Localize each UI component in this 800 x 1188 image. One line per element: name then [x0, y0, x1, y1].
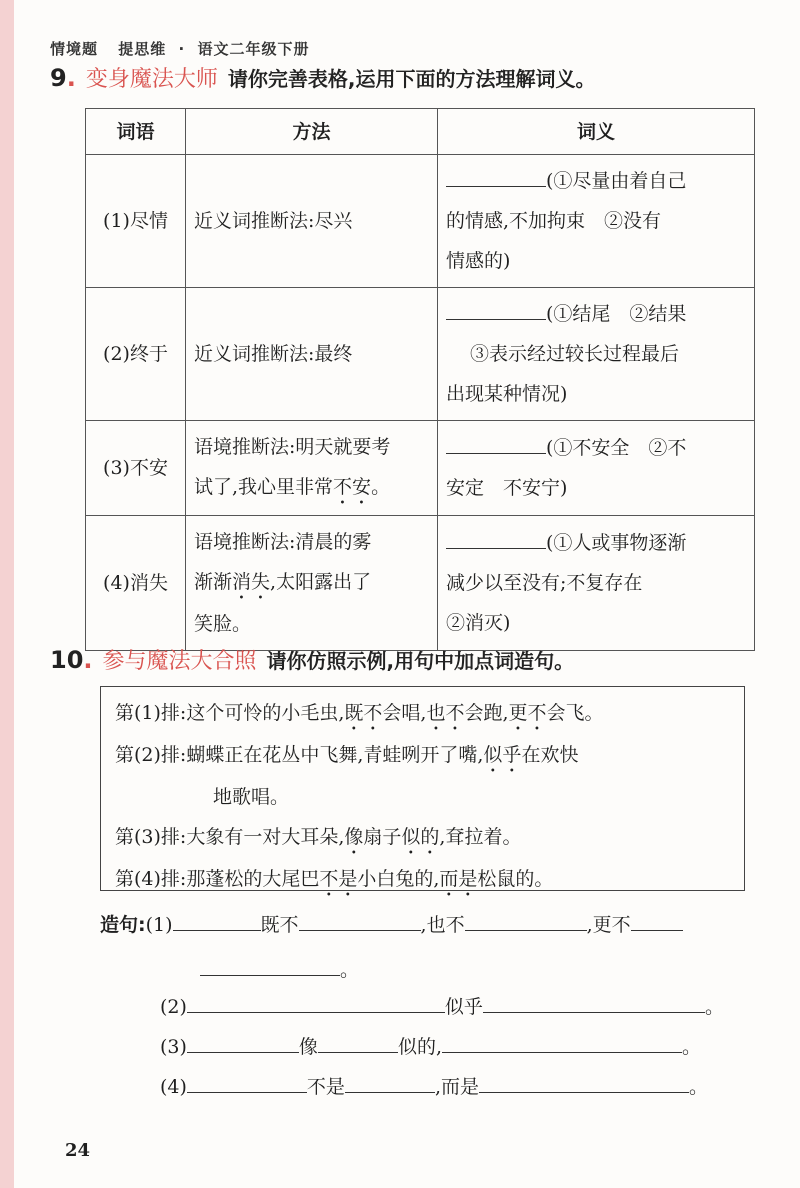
- practice-word: ,而是: [434, 1076, 479, 1098]
- meaning-line: (①人或事物逐渐: [546, 532, 687, 554]
- meaning-line: 减少以至没有;不复存在: [446, 572, 643, 594]
- word-cell: (3)不安: [86, 421, 186, 516]
- example-line-2-continued: 地歌唱。: [213, 786, 290, 808]
- example-label: 第(4)排:: [115, 868, 187, 890]
- meaning-cell: [438, 288, 755, 421]
- answer-blank[interactable]: [446, 432, 546, 454]
- practice-end: 。: [681, 1036, 701, 1058]
- method-cell: [186, 516, 438, 651]
- practice-line-3: [160, 1032, 701, 1059]
- practice-number: (3): [160, 1036, 187, 1058]
- dotted-word: 不是: [319, 868, 358, 890]
- example-label: 第(2)排:: [115, 744, 187, 766]
- header-separator: ·: [178, 40, 186, 58]
- answer-blank[interactable]: [200, 956, 340, 976]
- header-part2: 提思维: [118, 40, 167, 58]
- practice-word: 似的,: [397, 1036, 442, 1058]
- meaning-line: 情感的): [446, 250, 511, 272]
- q9-dot: .: [66, 64, 76, 92]
- practice-word: ,也不: [420, 914, 465, 936]
- dotted-word: 更不: [508, 702, 547, 724]
- method-text: 试了,我心里非常: [194, 476, 334, 498]
- practice-line-1-continued: [200, 955, 359, 982]
- example-text: 在欢快: [521, 744, 579, 766]
- meaning-line: (①不安全 ②不: [546, 437, 687, 459]
- word-cell: (4)消失: [86, 516, 186, 651]
- q9-heading: [50, 62, 595, 93]
- dotted-word: 消失: [232, 571, 271, 593]
- dotted-word: 似乎: [483, 744, 522, 766]
- practice-number: (1): [145, 914, 173, 936]
- practice-line-1: [100, 910, 683, 937]
- answer-blank[interactable]: [446, 298, 546, 320]
- dotted-word: 像: [344, 826, 364, 848]
- q9-number: 9: [50, 64, 67, 92]
- method-text: 。: [371, 476, 391, 498]
- meaning-cell: [438, 516, 755, 651]
- example-text: 会跑,: [464, 702, 509, 724]
- q10-dot: .: [83, 646, 93, 674]
- table-row: [86, 155, 755, 288]
- example-label: 第(1)排:: [115, 702, 187, 724]
- answer-blank[interactable]: [479, 1073, 689, 1093]
- answer-blank[interactable]: [299, 911, 421, 931]
- practice-word: 不是: [306, 1076, 345, 1098]
- example-text: 蝴蝶正在花丛中飞舞,青蛙咧开了嘴,: [186, 744, 484, 766]
- q9-table-header-row: [86, 109, 755, 155]
- practice-label: 造句:: [100, 914, 146, 936]
- method-cell: [186, 288, 438, 421]
- q9-instruction: 请你完善表格,运用下面的方法理解词义。: [227, 67, 596, 91]
- practice-word: 似乎: [444, 996, 483, 1018]
- practice-end: 。: [688, 1076, 708, 1098]
- example-text: 会唱,: [382, 702, 427, 724]
- dotted-word: 也不: [426, 702, 465, 724]
- practice-end: 。: [704, 996, 724, 1018]
- dotted-word: [333, 476, 371, 498]
- answer-blank[interactable]: [187, 993, 445, 1013]
- practice-word: 既不: [260, 914, 299, 936]
- word-cell: (1)尽情: [86, 155, 186, 288]
- meaning-line: 的情感,不加拘束 ②没有: [446, 210, 662, 232]
- example-text: 那蓬松的大尾巴: [186, 868, 320, 890]
- example-line-2: [115, 735, 730, 777]
- dotted-word: 既不: [344, 702, 383, 724]
- meaning-line: ③表示经过较长过程最后: [470, 343, 680, 365]
- example-line-4: [115, 859, 730, 901]
- answer-blank[interactable]: [345, 1073, 435, 1093]
- dotted-word-text: 不安: [333, 476, 372, 498]
- example-line-3: [115, 817, 730, 859]
- dotted-word: 似的: [401, 826, 440, 848]
- method-text: ,太阳露出了: [270, 571, 372, 593]
- header-part1: 情境题: [50, 40, 99, 58]
- practice-word: ,更不: [586, 914, 631, 936]
- meaning-cell: [438, 421, 755, 516]
- q10-heading: [50, 644, 574, 675]
- answer-blank[interactable]: [318, 1033, 398, 1053]
- meaning-line: 安定 不安宁): [446, 477, 568, 499]
- page-number: 24: [65, 1140, 91, 1161]
- example-line-1: [115, 693, 730, 735]
- example-label: 第(3)排:: [115, 826, 187, 848]
- answer-blank[interactable]: [187, 1033, 299, 1053]
- column-header-method: 方法: [186, 109, 438, 155]
- example-text: 会飞。: [546, 702, 604, 724]
- answer-blank[interactable]: [442, 1033, 682, 1053]
- method-cell: [186, 421, 438, 516]
- method-text: 语境推断法:明天就要考: [194, 436, 391, 458]
- practice-end: 。: [340, 959, 360, 981]
- meaning-line: (①结尾 ②结果: [546, 303, 687, 325]
- q10-number: 10: [50, 646, 84, 674]
- method-cell: [186, 155, 438, 288]
- table-row: [86, 288, 755, 421]
- table-row: [86, 421, 755, 516]
- answer-blank[interactable]: [483, 993, 705, 1013]
- answer-blank[interactable]: [187, 1073, 307, 1093]
- meaning-line: (①尽量由着自己: [546, 170, 687, 192]
- example-text: 扇子: [363, 826, 402, 848]
- method-text: 近义词推断法:尽兴: [194, 210, 353, 232]
- example-text: 松鼠的。: [477, 868, 554, 890]
- method-text: 渐渐: [194, 571, 233, 593]
- column-header-word: 词语: [86, 109, 186, 155]
- practice-line-4: [160, 1072, 708, 1099]
- example-text: 大象有一对大耳朵,: [186, 826, 345, 848]
- example-text: 这个可怜的小毛虫,: [186, 702, 345, 724]
- answer-blank[interactable]: [465, 911, 587, 931]
- method-text: 语境推断法:清晨的雾: [194, 531, 372, 553]
- answer-blank[interactable]: [631, 911, 683, 931]
- header-part3: 语文二年级下册: [197, 40, 310, 58]
- q10-title: 参与魔法大合照: [102, 649, 257, 674]
- q9-table: [85, 108, 755, 651]
- practice-number: (4): [160, 1076, 187, 1098]
- method-text: 近义词推断法:最终: [194, 343, 353, 365]
- practice-number: (2): [160, 996, 187, 1018]
- dotted-word: 而是: [439, 868, 478, 890]
- running-header: [50, 38, 309, 59]
- practice-word: 像: [298, 1036, 318, 1058]
- q10-instruction: 请你仿照示例,用句中加点词造句。: [266, 649, 575, 673]
- example-text: ,耷拉着。: [439, 826, 522, 848]
- meaning-line: 出现某种情况): [446, 383, 568, 405]
- q9-title: 变身魔法大师: [85, 67, 218, 92]
- answer-blank[interactable]: [173, 911, 261, 931]
- column-header-meaning: 词义: [438, 109, 755, 155]
- answer-blank[interactable]: [446, 165, 546, 187]
- table-row: [86, 516, 755, 651]
- method-text: 笑脸。: [194, 613, 252, 635]
- examples-box: [100, 686, 745, 891]
- meaning-line: ②消灭): [446, 612, 511, 634]
- answer-blank[interactable]: [446, 527, 546, 549]
- word-cell: (2)终于: [86, 288, 186, 421]
- pink-margin-strip: [0, 0, 14, 1188]
- meaning-cell: [438, 155, 755, 288]
- example-text: 小白兔的,: [357, 868, 440, 890]
- practice-line-2: [160, 992, 724, 1019]
